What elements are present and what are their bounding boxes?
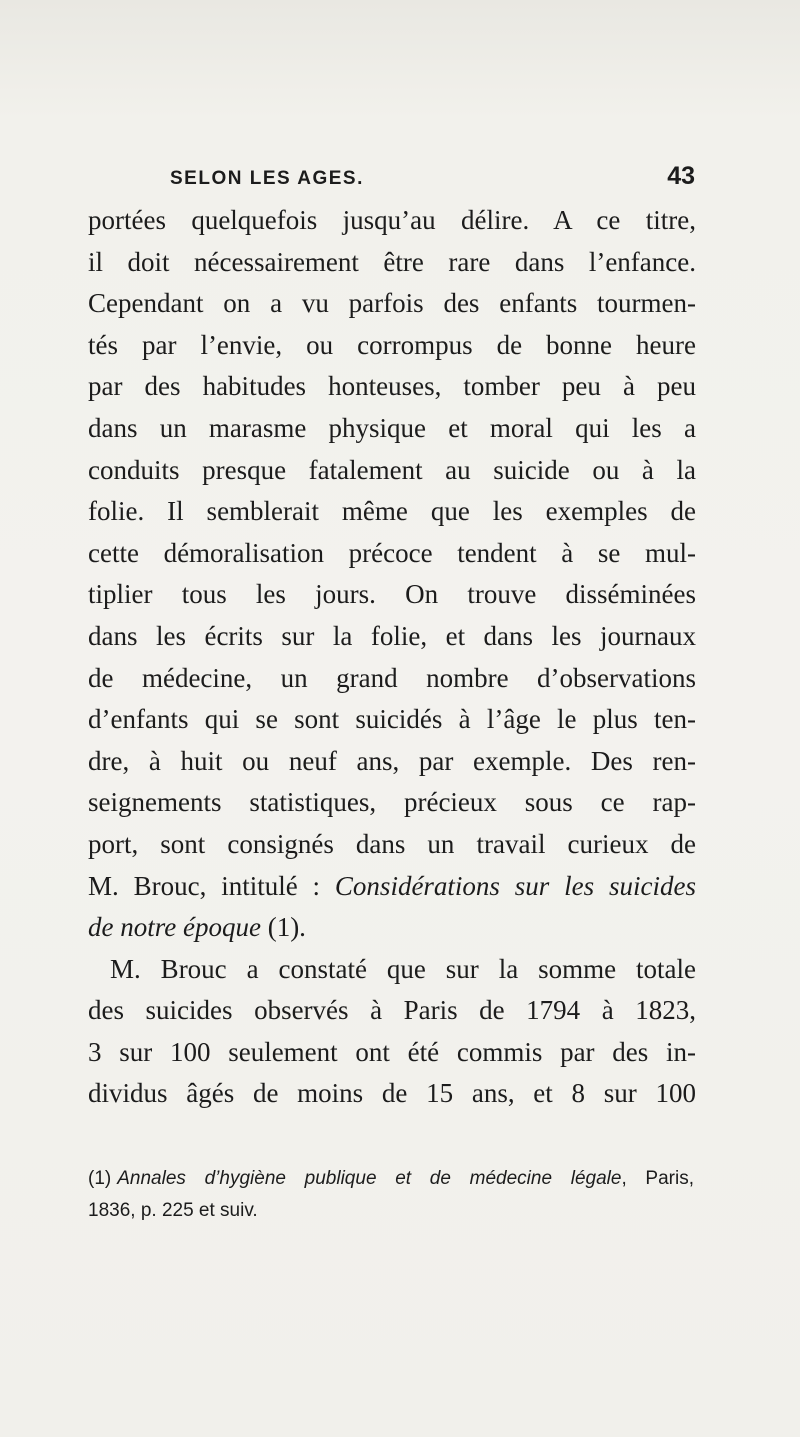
page-header bbox=[170, 162, 695, 198]
text-line: 3 sur 100 seulement ont été commis par des in- bbox=[88, 1036, 696, 1067]
text-line: folie. Il semblerait même que les exemples de bbox=[88, 496, 696, 527]
text-line: M. Brouc a constaté que sur la somme totale bbox=[110, 953, 696, 984]
body-text bbox=[88, 200, 696, 1115]
page-number: 43 bbox=[667, 162, 695, 190]
text-line: des suicides observés à Paris de 1794 à 1823, bbox=[88, 995, 696, 1026]
text-line-citation-end bbox=[88, 907, 696, 949]
footnote-source-place: , Paris, bbox=[621, 1168, 694, 1189]
text-line: port, sont consignés dans un travail curieux de bbox=[88, 828, 696, 859]
text-line: portées quelquefois jusqu’au délire. A ce titre, bbox=[88, 205, 696, 235]
text-line: il doit nécessairement être rare dans l’enfance. bbox=[88, 246, 696, 277]
text-line: dre, à huit ou neuf ans, par exemple. Des ren- bbox=[88, 745, 696, 776]
text-line: Cependant on a vu parfois des enfants tourmen- bbox=[88, 288, 696, 319]
text-line: dans un marasme physique et moral qui les a bbox=[88, 412, 696, 443]
text-line: conduits presque fatalement au suicide ou à la bbox=[88, 454, 696, 485]
text-line: cette démoralisation précoce tendent à se mul- bbox=[88, 537, 696, 568]
text-line: dans les écrits sur la folie, et dans les journaux bbox=[88, 620, 696, 651]
citation-title: Considérations sur les suicides bbox=[334, 870, 697, 901]
running-title: SELON LES AGES. bbox=[170, 168, 364, 189]
text-line-citation bbox=[88, 866, 696, 908]
footnote-marker: (1) bbox=[88, 1168, 112, 1189]
text-line: tiplier tous les jours. On trouve disséminées bbox=[88, 579, 696, 610]
text-line: dividus âgés de moins de 15 ans, et 8 sur 100 bbox=[88, 1078, 696, 1109]
text-line: seignements statistiques, précieux sous ce rap- bbox=[88, 787, 696, 818]
text-line: par des habitudes honteuses, tomber peu à peu bbox=[88, 371, 696, 402]
footnote-reference: (1). bbox=[260, 912, 306, 943]
text-line: tés par l’envie, ou corrompus de bonne heure bbox=[88, 329, 696, 360]
footnote-line: 1836, p. 225 et suiv. bbox=[88, 1200, 258, 1221]
citation-title-end: de notre époque bbox=[88, 912, 261, 943]
footnote-line bbox=[88, 1163, 694, 1195]
footnote bbox=[88, 1163, 694, 1227]
text-line: de médecine, un grand nombre d’observations bbox=[88, 662, 696, 693]
citation-prefix: M. Brouc, intitulé : bbox=[88, 870, 335, 901]
text-line: d’enfants qui se sont suicidés à l’âge le plus ten- bbox=[88, 704, 696, 735]
footnote-source-title: Annales d’hygiène publique et de médecine légale bbox=[117, 1168, 622, 1189]
